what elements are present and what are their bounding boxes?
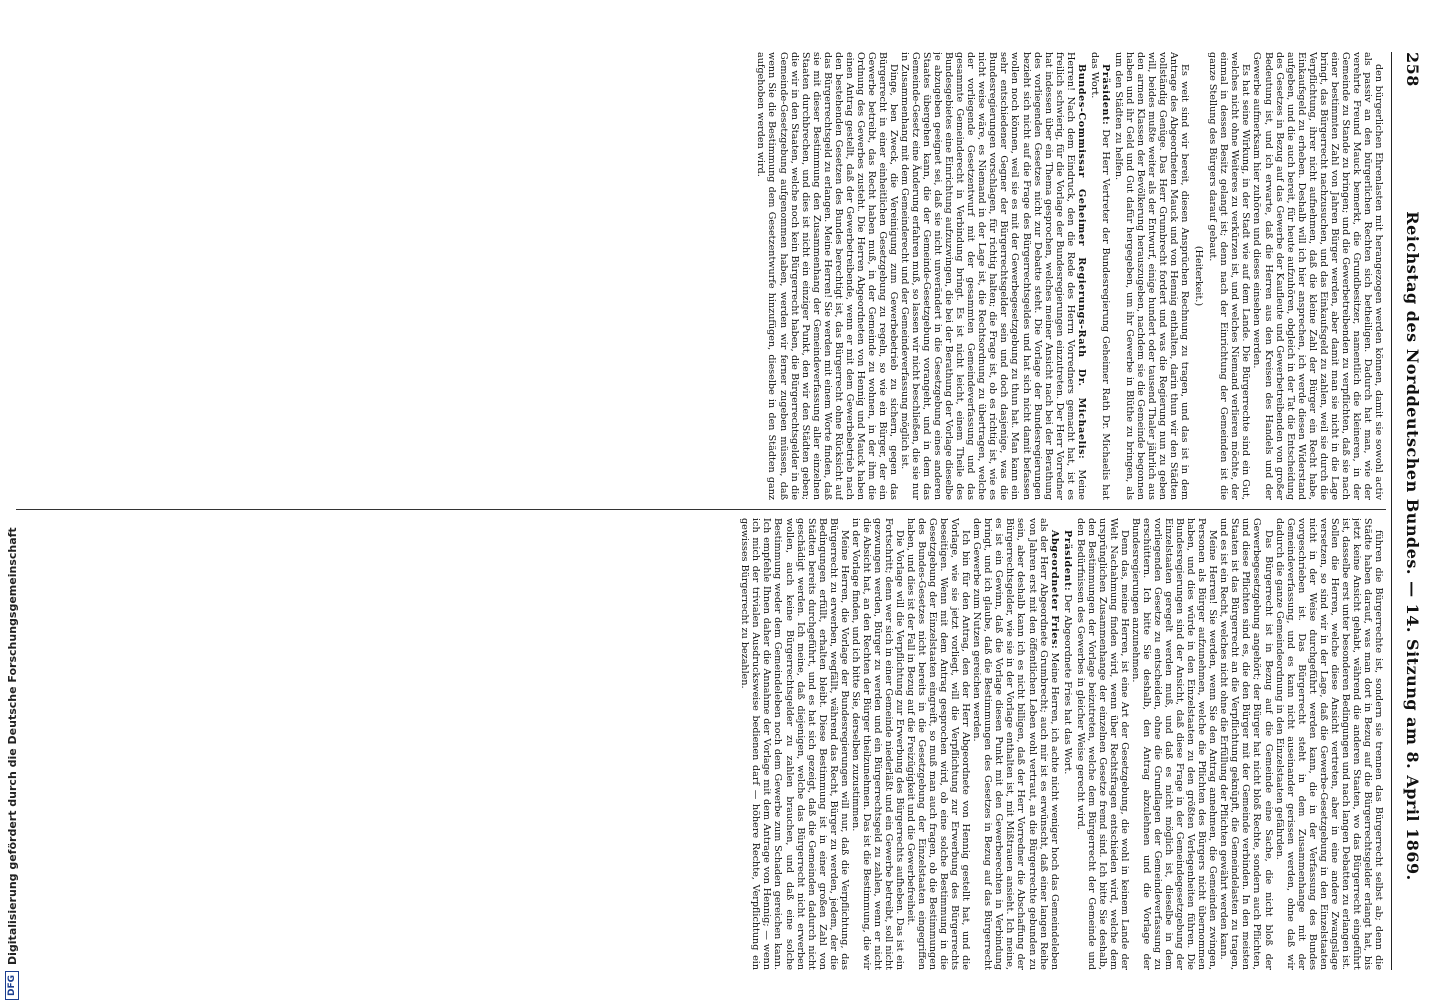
body-paragraph: Meine Herren, die Vorlage der Bundesregierungen will nur, daß die Verpflichtung, das Bürgerrecht zu erwerben, wegfällt, während das Recht, Bürger zu werden, jedem, der die Bedingungen erfüllt, erhalten bleibt. Diese Bestimmung ist in einer großen Zahl von Städten bereits durchgeführt, und es hat sich gezeigt, daß die Gemeinden dadurch nicht geschädigt werden. Ich meine, daß diejenigen, welche das Bürgerrecht nicht erwerben wollen, auch keine Bürgerrechtsgelder zu zahlen brauchen, und daß eine solche Bestimmung weder dem Gemeindeleben noch dem Gewerbe zum Schaden gereichen kann. Ich empfehle Ihnen daher die Annahme der Vorlage mit dem Antrage von Hennig; — wenn ich mich der trivialen Ausdrucksweise bedienen darf — höhere Rechte, Verpflichtung ein gewisses Bürgerrecht zu bezahlen. — [739, 518, 850, 970]
right-column — [12, 518, 1384, 970]
running-head — [1394, 52, 1422, 970]
header-rule — [1391, 52, 1392, 970]
body-paragraph: Dinge, ben Zweck, die Vereinigung zum Gewerbebetrieb zu sichern, gegen das Bürgerrecht in einer einheitlichen Gesetzgebung zu regeln, so wie ein Bürger, der ein Gewerbe betreibt, das Recht haben muß, in der Gemeinde zu wohnen, in der ihm die Ordnung des Gewerbes zusteht. Die Herren Abgeordneten von Hennig und Mauck haben einen Antrag gestellt, daß der Gewerbetreibende, wenn er mit dem Gewerbebetrieb nach den bestehenden Gesetzen des Bundes berechtigt ist, das Bürgerrecht ohne Rücksicht auf das Bürgerrechtsgeld zu erlangen. Meine Herren! Sie werden mit einem Worte finden, daß sie mit dieser Bestimmung den Zusammenhang der Gemeindeverfassung aller einzelnen Staaten durchbrechen, und dies ist nicht ein einziger Punkt, den wir den Städten geben; die wir in den Staaten, welche noch kein Bürgerrecht haben, die Bürgerrechtsgelder in die Gemeinde-Gesetzgebung aufgenommen haben, werden wir ferner zugeben müssen, daß wenn Sie die Bestimmung dem Gesetzentwurfe hinzufügen, dieselbe in den Städten ganz aufgehoben werden wird. — [755, 52, 899, 500]
speech-paragraph — [899, 52, 1087, 500]
footer-strip — [0, 0, 24, 1000]
body-paragraph: den bürgerlichen Ehrenlasten mit herangezogen werden können, damit sie sowohl activ als passiv an den bürgerlichen Rechten sich betheiligen. Dadurch hat man, wie der verehrte Freund Mauck bemerkt, die Grundbesitzer, namentlich die kleineren, in der Gemeinde zu Stande zu bringen; und die Gewerbetreibenden zu verpflichten, daß sie nach einer bestimmten Zahl von Jahren Bürger werden, aber damit man sie nicht in die Lage bringt, das Bürgerrecht nachzusuchen, und das Einkaufsgeld zu zahlen, weil sie durch die Verpflichtung, ihrer nicht aufnehmen, daß die kleine Zahl der Bürger ein Recht habe, Einkaufsgeld zu erheben. Deshalb will ich hier ansprechen, ich werde diesen Widerstand aufgeben, und die auch bereit, für heute aufzuhören, obgleich in der Tat die Entscheidung des Gesetzes in Bezug auf das Gewerbe der Kaufleute und Gewerbetreibenden von großer Bedeutung ist, und ich erwarte, daß die Herren aus den Kreisen des Handels und der Gewerbe aufmerksam hier zuhören und dieses einsehen werden. — [1251, 52, 1384, 500]
body-paragraph: Meine Herren! Sie werden, wenn Sie den Antrag annehmen, die Gemeinden zwingen, Personen als Bürger aufzunehmen, welche die Pflichten des Bürgers nicht übernommen haben, und dies würde in den Einzelstaaten zu den größten Verlegenheiten führen. Die Bundesregierungen sind der Ansicht, daß diese Frage in der Gemeindegesetzgebung der Einzelstaaten geregelt werden muß, und daß es nicht möglich ist, dieselbe in dem vorliegenden Gesetze zu entscheiden, ohne die Grundlagen der Gemeindeverfassung zu erschüttern. Ich bitte Sie deshalb, den Antrag abzulehnen und die Vorlage der Bundesregierungen anzunehmen. — [1129, 518, 1219, 970]
body-paragraph: Die Vorlage will die Verpflichtung zur Erwerbung des Bürgerrechts aufheben. Das ist ein Fortschritt; denn wer sich in einer Gemeinde niederläßt und ein Gewerbe betreibt, soll nicht gezwungen werden, Bürger zu werden und ein Bürgerrechtsgeld zu zahlen, wenn er nicht die Absicht hat, an den Rechten der Bürger theilzunehmen. Das ist die Bestimmung, die wir in der Vorlage finden, und ich bitte Sie, derselben zuzustimmen. — [849, 518, 905, 970]
speaker-name: Bundes-Commissar Geheimer Regierungs-Rath Dr. Michaelis: — [1075, 64, 1087, 460]
running-title: Reichstag des Norddeutschen Bundes. — 14. Sitzung am 8. April 1869. — [1403, 211, 1422, 881]
speaker-name: Abgeordneter Fries: — [1048, 530, 1060, 650]
speaker-name: Präsident: — [1061, 530, 1073, 592]
speech-paragraph — [971, 518, 1059, 970]
stage-direction: (Heiterkeit.) — [1193, 245, 1205, 307]
body-paragraph: Ich bin für den Antrag, den der Herr Abgeordnete von Hennig gestellt hat, und die Vorlage, wie sie jetzt vorliegt, will die Verpflichtung zur Erwerbung des Bürgerrechts beseitigen. Wenn mit dem Antrag gesprochen wird, ob eine solche Bestimmung in die Gesetzgebung der Einzelstaaten eingreift, so muß man auch fragen, ob die Bestimmungen des Bundes-Gesetzes nicht bereits in die Gesetzgebung der Einzelstaaten eingegriffen haben, und dies ist der Fall in Bezug auf die Freizügigkeit und die Gewerbefreiheit. — [905, 518, 972, 970]
speech-paragraph — [1062, 518, 1073, 970]
page-number: 258 — [1403, 52, 1422, 87]
digitization-credit — [2, 0, 22, 1000]
speech-text: Meine Herren, ich achte nicht weniger hoch das Gemeindeleben als der Herr Abgeordnete Grumbrecht; auch mir ist es erwünscht, daß einer langen Reihe von Jahren erst mit den öffentlichen Leben wohl vertraut, an die Bürgerrechte gebunden zu sein, aber deshalb kann ich es nicht billigen, daß der Herr Vorredner die Abschaffung der Bürgerrechtsgelder, wie sie in der Vorlage enthalten ist, mit Mißtrauen ansieht. Ich meine, es ist ein Gewinn, daß die Vorlage diesen Punkt mit den Gewerberechten in Verbindung bringt, und ich glaube, daß die Bestimmungen des Gesetzes in Bezug auf das Bürgerrecht dem Gewerbe zum Nutzen gereichen werden. — [971, 518, 1060, 970]
body-paragraph: Denn das, meine Herren, ist eine Art der Gesetzgebung, die wohl in keinem Lande der Welt Nachahmung finden wird, wenn über Rechtsfragen entschieden wird, welche dem ursprünglichen Zusammenhange der einzelnen Gesetze fremd sind. Ich bitte Sie deshalb, den Bestimmungen der Vorlage beizutreten, welche dem Bürgerrecht der Gemeinde und den Bedürfnissen des Gewerbes in gleicher Weise gerecht wird. — [1074, 518, 1130, 970]
speaker-name: Präsident: — [1099, 64, 1111, 126]
speech-text: Meine Herren! Nach dem Eindruck, den die Rede des Herrn Vorredners gemacht hat, ist es freilich schwierig, für die Vorlage der Bundesregierungen einzutreten. Der Herr Vorredner hat indessen über ein Thema gesprochen, welches meiner Ansicht nach bei der Berathung des vorliegenden Gesetzes nicht zur Debatte steht. Die Vorlage der Bundesregierungen bezieht sich nicht auf die Frage des Bürgerrechtsgeldes und hat sich nicht damit befassen wollen noch können, weil sie es mit der Gewerbegesetzgebung zu thun hat. Man kann ein sehr entschiedener Gegner der Bürgerrechtsgelder sein und doch dasjenige, was die Bundesregierungen vorschlagen, für richtig halten; die Frage ist, ob es richtig ist, wie es nicht weise wäre, es Niemand in der Lage ist, die Rechtsordnung zu übertragen, welche der vorliegende Gesetzentwurf mit der gesammten Gemeindeverfassung und das gesammte Gemeinderecht in Verbindung bringt. Es ist nicht leicht, einem Theile des Bundesgebietes eine Einrichtung aufzuzwingen, die bei der Berathung der Vorlage dieselbe je abzugeben geeignet sei, daß sie nicht unverändert in die Gesetzgebung eines anderen Staates übergehen kann, die der Gemeinde-Gesetzgebung vorangeht, und in dem das Gemeinde-Gesetz eine Änderung erfahren muß, so lassen wir nicht beschließen, die sie nur in Zusammenhang mit dem Gemeinderecht und der Gemeindeverfassung möglich ist. — [899, 52, 1087, 500]
column-divider — [16, 509, 1386, 510]
credit-text: Digitalisierung gefördert durch die Deutsche Forschungsgemeinschaft — [5, 527, 19, 965]
body-paragraph: Das Bürgerrecht ist in Bezug auf die Gemeinde eine Sache, die nicht bloß der Gewerbegesetzgebung angehört; der Bürger hat nicht bloß Rechte, sondern auch Pflichten, und diese Pflichten sind es, die den Bürger mit der Gemeinde verbinden. In den meisten Staaten ist das Bürgerrecht an die Verpflichtung geknüpft, die Gemeindelasten zu tragen, und es ist ein Recht, welches nicht ohne die Erfüllung der Pflichten gewährt werden kann. — [1218, 518, 1274, 970]
speech-text: Der Abgeordnete Fries hat das Wort. — [1061, 594, 1073, 775]
body-paragraph: führen die Bürgerrechte ist, sondern sie trennen das Bürgerrecht selbst ab; denn die Städte haben darauf, was man dort in Bezug auf die Bürgerrechtsgelder erlangt hat, bis jetzt keine Ansicht gehabt, während die anderen Staaten, wo das Bürgerrecht eingeführt ist, dasselbe erst unter besonderen Bedingungen und nach langen Debatten zu erlangen ist. Sollen die Herren, welche diese Ansicht vertreten, aber in eine andere Zwangslage versetzen, so sind wir in der Lage, daß die Gewerbe-Gesetzgebung in den Einzelstaaten nicht in der Weise durchgeführt werden kann, die in der Verfassung des Bundes vorgeschrieben ist. Das Bürgerrecht steht in dem Zusammenhange mit der Gemeindeverfassung, und es kann nicht auseinander gerissen werden, ohne daß wir dadurch die ganze Gemeindeordnung in den Einzelstaaten gefährden. — [1273, 518, 1384, 970]
dfg-logo: DFG — [5, 971, 19, 1000]
speech-text: Der Herr Vertreter der Bundesregierung Geheimer Rath Dr. Michaelis hat das Wort. — [1088, 52, 1111, 500]
left-column — [12, 52, 1384, 500]
body-paragraph: Es weit sind wir bereit, diesen Ansprüchen Rechnung zu tragen, und das ist in dem Antrage des Abgeordneten Mauck und von Hennig enthalten, darin thun wir den Städten vollständig Genüge. Das Herr Grumbrecht fordert und was die Regierung nun zu geben will, beides mußte weiter als der Entwurf, einige hundert oder tausend Thaler jährlich aus den armen Klassen der Bevölkerung herauszugeben, nachdem sie die Gemeinde begonnen haben und ihr Geld und Gut dafür hergegeben, um ihr Gewerbe in Blüthe zu bringen, als um den Städten zu helfen. — [1112, 52, 1191, 500]
body-paragraph: Es hat seine Wirkung, in der Stadt wie auf dem Lande. Die Bürgerrechte sind ein Gut, welches nicht ohne Weiteres zu verkürzen ist, und welches Niemand verlieren möchte, der einmal in dessen Besitz gelangt ist; denn nach der Einrichtung der Gemeinden ist die ganze Stellung des Bürgers darauf gebaut. — [1207, 52, 1252, 500]
speech-paragraph — [1089, 52, 1111, 500]
